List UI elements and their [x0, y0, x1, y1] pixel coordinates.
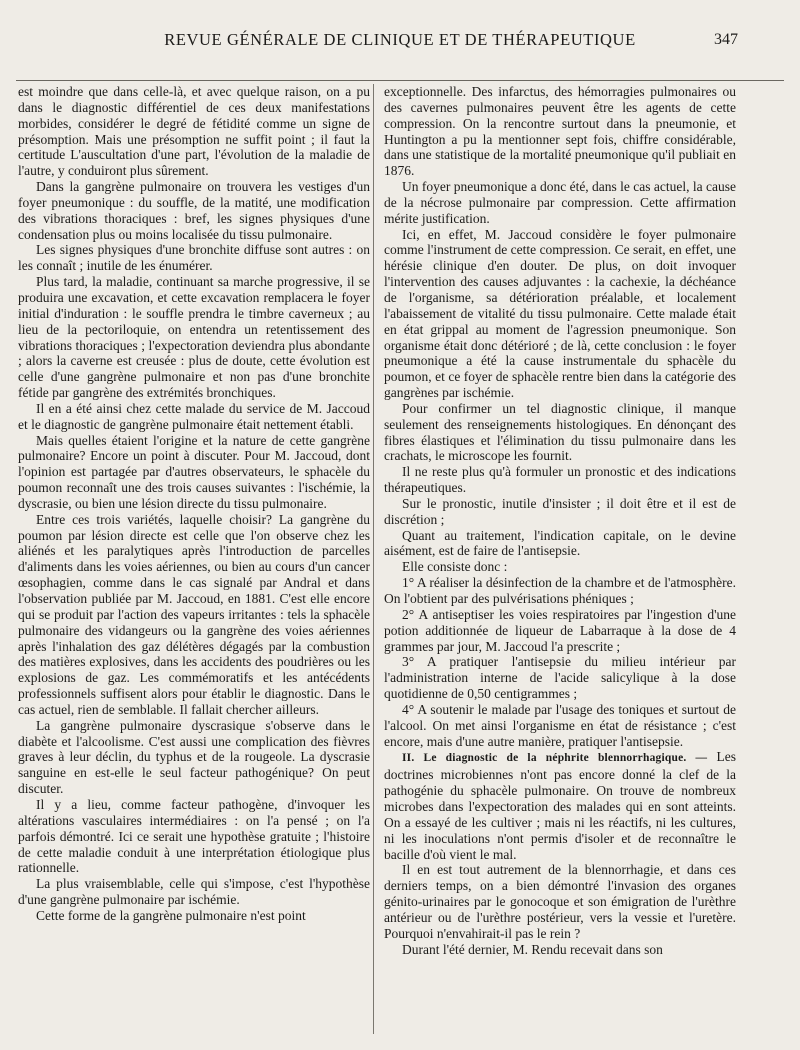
paragraph	[384, 496, 736, 528]
paragraph-text: 2° A antiseptiser les voies respiratoires par l'ingestion d'une potion additionnée de liqueur de Labarraque à la dose de 4 grammes par jour, M. Jaccoud l'a prescrite ;	[384, 606, 736, 654]
paragraph	[384, 702, 736, 750]
header-rule	[16, 80, 784, 81]
paragraph	[384, 401, 736, 464]
paragraph-text: Ici, en effet, M. Jaccoud considère le foyer pulmonaire comme l'instrument de cette compression. Ce serait, en effet, une hérésie clinique d'en douter. De plus, on doit invoquer l'intervention des causes adjuvantes : la cachexie, la déchéance de l'organisme, sa détérioration préalable, et localement l'abaissement de vitalité du tissu pulmonaire. Cette malade était en état grippal au moment de l'agression pneumonique. Son organisme était donc détérioré ; de là, cette conclusion : le foyer pneumonique a été la cause instrumentale du sphacèle du poumon, et ce foyer de sphacèle rentre bien dans la catégorie des gangrènes par ischémie.	[384, 226, 736, 401]
paragraph-text: Il ne reste plus qu'à formuler un pronostic et des indications thérapeutiques.	[384, 464, 736, 496]
section-heading: II. Le diagnostic de la néphrite blennorrhagique. —	[402, 752, 708, 765]
paragraph	[18, 84, 370, 179]
paragraph-text: Il y a lieu, comme facteur pathogène, d'invoquer les altérations vasculaires intermédiaires : on l'a pensé ; on l'a parfois démontré. Ici ce serait une hypothèse gratuite ; l'histoire de cette maladie conduit à une interprétation étiologique plus rationnelle.	[18, 796, 370, 876]
paragraph	[384, 575, 736, 607]
paragraph	[384, 654, 736, 702]
left-column	[18, 84, 370, 1039]
paragraph	[18, 274, 370, 401]
paragraph-text: Les doctrines microbiennes n'ont pas encore donné la clef de la pathogénie du sphacèle pulmonaire. On trouve de nombreux microbes dans l'expectoration des malades qui en sont atteints. On a essayé de les cultiver ; mais ni les réactifs, ni les cultures, ni les inoculations n'ont permis d'isoler et de reconnaître le bacille d'où vient le mal.	[384, 749, 736, 862]
paragraph	[18, 179, 370, 242]
right-column	[384, 84, 736, 1039]
paragraph-text: Un foyer pneumonique a donc été, dans le cas actuel, la cause de la nécrose pulmonaire par compression. Cette affirmation mérite justification.	[384, 179, 736, 226]
paragraph-text: Cette forme de la gangrène pulmonaire n'est point	[36, 907, 306, 923]
column-divider	[373, 84, 374, 1034]
paragraph-text: 4° A soutenir le malade par l'usage des toniques et surtout de l'alcool. On met ainsi l'organisme en état de résistance ; c'est encore, mais d'une autre manière, pratiquer l'antisepsie.	[384, 701, 736, 749]
paragraph-text: Il en a été ainsi chez cette malade du service de M. Jaccoud et le diagnostic de gangrène pulmonaire était nettement établi.	[18, 400, 370, 432]
paragraph-text: Pour confirmer un tel diagnostic clinique, il manque seulement des renseignements histologiques. En dénonçant des fibres élastiques et l'élimination du tissu pulmonaire dans les crachats, le microscope les fournit.	[384, 400, 736, 464]
paragraph	[18, 433, 370, 512]
paragraph	[384, 528, 736, 560]
paragraph-text: 1° A réaliser la désinfection de la chambre et de l'atmosphère. On l'obtient par des pulvérisations phéniques ;	[384, 575, 736, 606]
paragraph-text: Durant l'été dernier, M. Rendu recevait dans son	[402, 941, 663, 957]
paragraph-text: exceptionnelle. Des infarctus, des hémorragies pulmonaires ou des cavernes pulmonaires peuvent être les agents de cette compression. On la rencontre surtout dans la pneumonie, et Huntington a pu la mentionner sept fois, chiffre considérable, dans une statistique de la mortalité pneumonique qu'il publiait en 1876.	[384, 84, 736, 179]
paragraph	[384, 84, 736, 179]
paragraph	[18, 797, 370, 876]
paragraph	[384, 749, 736, 862]
journal-title: REVUE GÉNÉRALE DE CLINIQUE ET DE THÉRAPEUTIQUE	[164, 30, 636, 49]
paragraph	[384, 227, 736, 401]
page-number: 347	[714, 31, 738, 48]
paragraph	[384, 607, 736, 655]
paragraph	[18, 242, 370, 274]
paragraph	[384, 464, 736, 496]
paragraph	[384, 179, 736, 227]
paragraph-text: Quant au traitement, l'indication capitale, on le devine aisément, est de faire de l'antisepsie.	[384, 527, 736, 559]
paragraph-text: Mais quelles étaient l'origine et la nature de cette gangrène pulmonaire? Encore un point à discuter. Pour M. Jaccoud, dont l'opinion est partagée par d'autres observateurs, le sphacèle du poumon reconnaît une des trois causes suivantes : l'ischémie, la dyscrasie, ou bien une lésion directe du tissu pulmonaire.	[18, 432, 370, 511]
paragraph-text: Sur le pronostic, inutile d'insister ; il doit être et il est de discrétion ;	[384, 495, 736, 527]
paragraph-text: La gangrène pulmonaire dyscrasique s'observe dans le diabète et l'alcoolisme. C'est aussi une complication des fièvres graves à leur déclin, du typhus et de la rougeole. La dyscrasie sanguine en est-elle le seul facteur pathogénique? On peut discuter.	[18, 717, 370, 797]
paragraph-text: Entre ces trois variétés, laquelle choisir? La gangrène du poumon par lésion directe est celle que l'on observe chez les aliénés et les paralytiques après l'introduction de parcelles d'aliments dans les voies aériennes, ou bien au cours d'un cancer œsophagien, comme dans le cas signalé par Andral et dans l'observation publiée par M. Jaccoud, en 1881. C'est elle encore qui se produit par l'action des vapeurs irritantes : tels la sphacèle pulmonaire des vidangeurs ou la gangrène des voies aériennes après l'inhalation des gaz délétères dégagés par la combustion des matières explosives, dans les accidents des poudrières ou les explosions de gaz. Les commémoratifs et les antécédents professionnels suffisent alors pour établir le diagnostic. Dans le cas actuel, rien de semblable. Il fallait chercher ailleurs.	[18, 511, 370, 717]
paragraph	[18, 401, 370, 433]
paragraph-text: Il en est tout autrement de la blennorrhagie, et dans ces derniers temps, on a bien démontré l'invasion des organes génito-urinaires par le gonocoque et son émigration de l'urèthre antérieur ou de l'urèthre postérieur, vers la vessie et l'uretère. Pourquoi n'envahirait-il pas le rein ?	[384, 862, 736, 941]
paragraph-text: Plus tard, la maladie, continuant sa marche progressive, il se produira une excavation, et cette excavation remplacera le foyer initial d'induration : le souffle prendra le timbre caverneux ; au lieu de la pectoriloquie, on entendra un retentissement des vibrations thoraciques ; l'expectoration deviendra plus abondante ; alors la caverne est creusée : plus de doute, cette évolution est celle d'une gangrène pulmonaire et non pas d'une bronchite fétide par gangrène des extrémités bronchiques.	[18, 274, 370, 401]
paragraph	[18, 908, 370, 924]
paragraph-text: 3° A pratiquer l'antisepsie du milieu intérieur par l'administration interne de l'acide salicylique à la dose quotidienne de 0,50 centigrammes ;	[384, 654, 736, 702]
paragraph-text: est moindre que dans celle-là, et avec quelque raison, on a pu dans le diagnostic différentiel de ces deux manifestations morbides, considérer le degré de fétidité comme un signe de présomption. Mais une présomption ne suffit point ; il faut la certitude L'auscultation d'une part, l'évolution de la maladie de l'autre, y conduiront plus sûrement.	[18, 84, 370, 179]
paragraph	[384, 942, 736, 958]
paragraph	[18, 512, 370, 718]
paragraph	[18, 718, 370, 797]
paragraph	[384, 862, 736, 941]
paragraph	[18, 876, 370, 908]
paragraph-text: Elle consiste donc :	[402, 559, 508, 575]
paragraph	[384, 559, 736, 575]
paragraph-text: La plus vraisemblable, celle qui s'impose, c'est l'hypothèse d'une gangrène pulmonaire par ischémie.	[18, 876, 370, 908]
paragraph-text: Dans la gangrène pulmonaire on trouvera les vestiges d'un foyer pneumonique : du souffle, de la matité, une modification des vibrations thoraciques : bref, les signes physiques d'une condensation plus ou moins localisée du tissu pulmonaire.	[18, 179, 370, 242]
paragraph-text: Les signes physiques d'une bronchite diffuse sont autres : on les connaît ; inutile de les énumérer.	[18, 242, 370, 274]
running-header	[0, 30, 800, 56]
